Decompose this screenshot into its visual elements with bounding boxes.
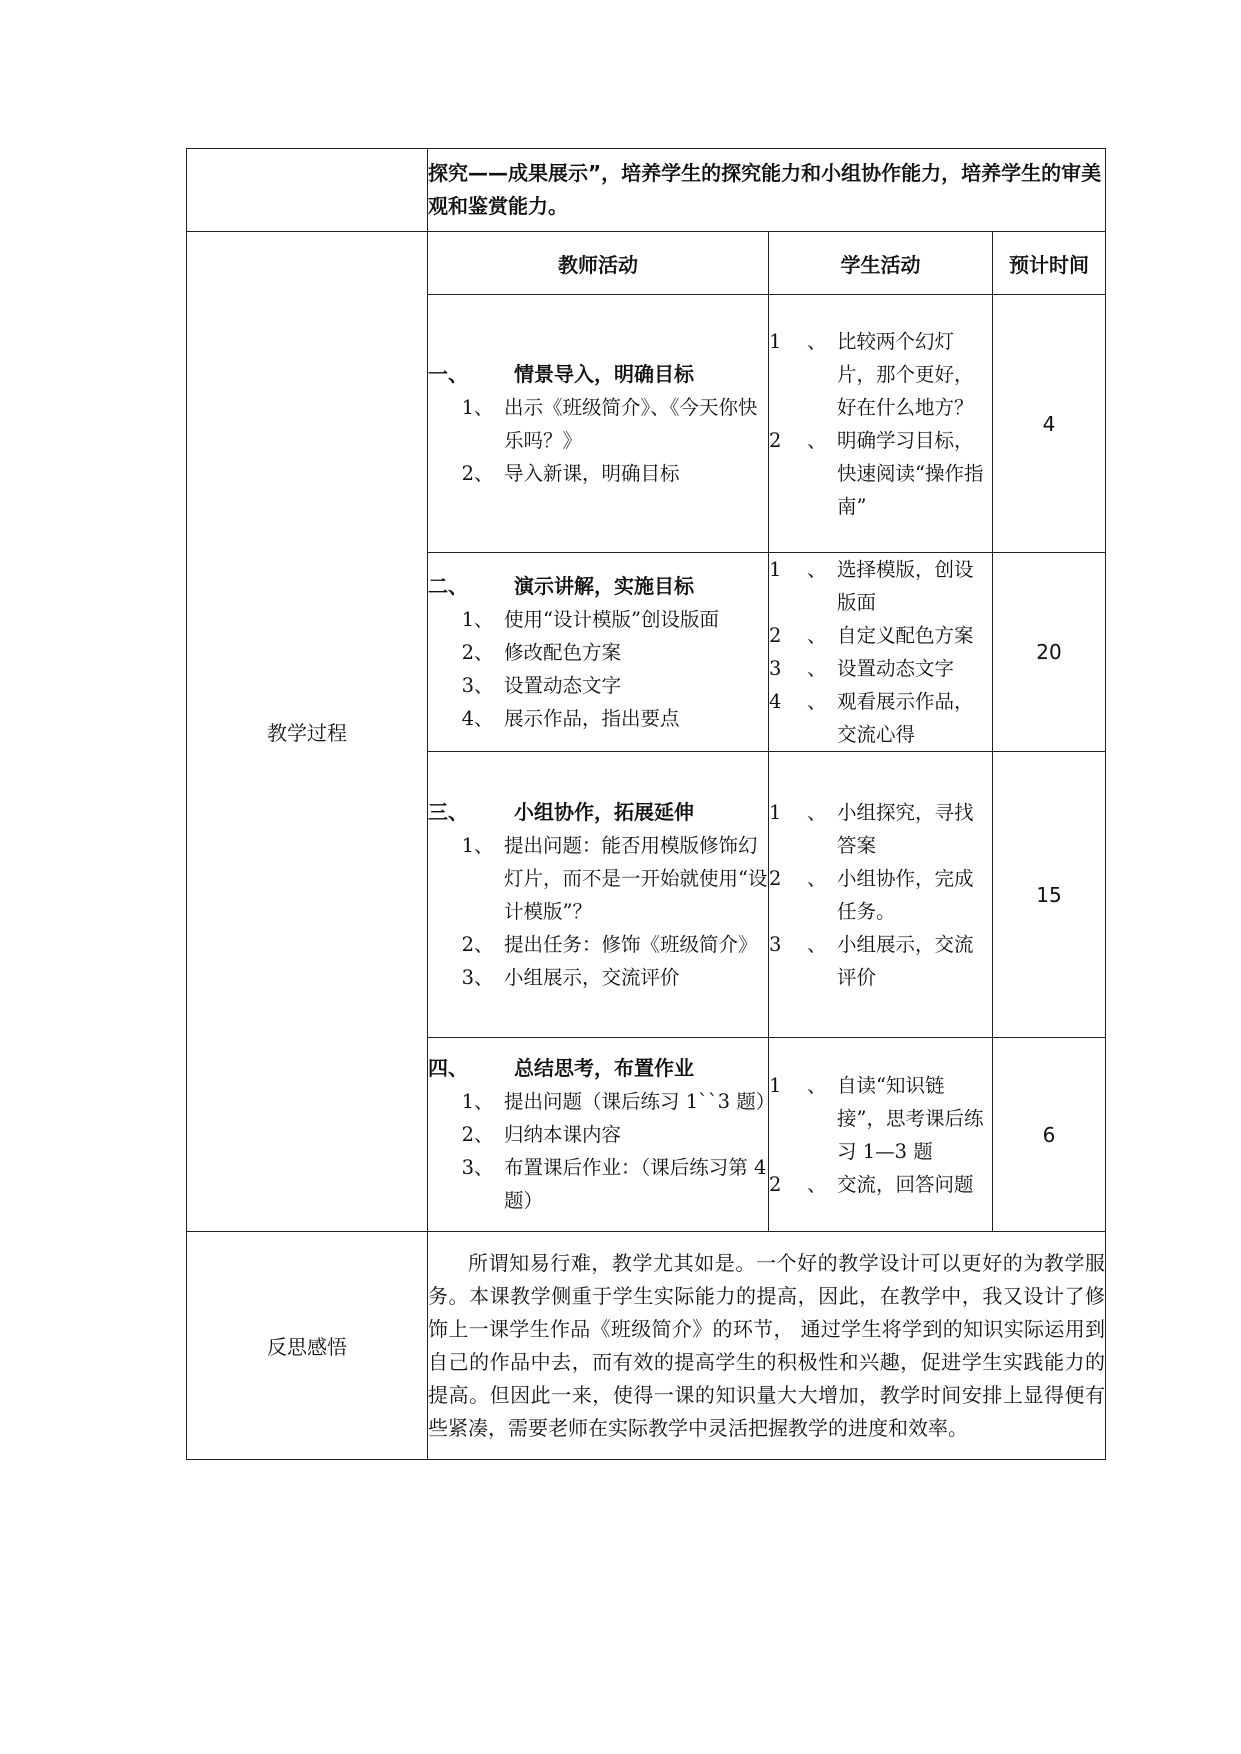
student-item: 1 、 小组探究，寻找答案: [769, 800, 974, 857]
student-item: 4 、 观看展示作品，交流心得: [769, 690, 974, 746]
time-header: 预计时间: [993, 232, 1106, 295]
student-activity-cell: [769, 752, 993, 1038]
teacher-activity-cell: [428, 752, 769, 1038]
student-item: 1 、 自读“知识链接”，思考课后练习 1—3 题: [769, 1073, 984, 1163]
goals-label-cell: [187, 149, 428, 232]
teacher-activity-header: 教师活动: [428, 232, 769, 295]
teacher-item: 3 、 布置课后作业：（课后练习第 4 题）: [461, 1156, 767, 1212]
goals-row: [187, 149, 1106, 232]
student-item: 3 、 设置动态文字: [769, 657, 955, 680]
student-activity-cell: [769, 295, 993, 553]
student-item: 2 、 小组协作，完成任务。: [769, 866, 974, 923]
teacher-item: 4 、 展示作品，指出要点: [461, 706, 680, 730]
time-value: 4: [993, 295, 1106, 553]
teacher-item: 1 、 出示《班级简介》、《今天你快乐吗？》: [461, 395, 758, 452]
teacher-item: 1 、 提出问题（课后练习 1``3 题）: [461, 1090, 776, 1113]
teacher-activity-cell: [428, 1038, 776, 1232]
process-header-row: [187, 232, 1106, 295]
lesson-plan-table: [186, 148, 1106, 1460]
teacher-item: 2 、 提出任务：修饰《班级简介》: [461, 932, 758, 956]
student-item: 3 、 小组展示，交流评价: [769, 932, 974, 989]
time-value: 15: [993, 752, 1106, 1038]
teacher-item: 3 、 设置动态文字: [461, 673, 622, 697]
reflection-text: 所谓知易行难，教学尤其如是。一个好的教学设计可以更好的为教学服务。本课教学侧重于学生实际能力的提高，因此，在教学中，我又设计了修饰上一课学生作品《班级简介》的环节， 通过学生将学到的知识实际运用到自己的作品中去，而有效的提高学生的积极性和兴趣，促进学生实践能力的提高。但因此一来，使得一课的知识量大大增加，教学时间安排上显得便有些紧凑，需要老师在实际教学中灵活把握教学的进度和效率。: [428, 1232, 1106, 1460]
student-item: 2 、 自定义配色方案: [769, 624, 974, 647]
student-item: 2 、 交流，回答问题: [769, 1172, 974, 1196]
time-value: 6: [993, 1038, 1106, 1232]
student-item: 2 、 明确学习目标，快速阅读“操作指南”: [769, 428, 984, 518]
teacher-item: 2 、 导入新课，明确目标: [461, 461, 680, 485]
teacher-item: 2 、 修改配色方案: [461, 640, 622, 664]
teacher-item: 1 、 使用“设计模版”创设版面: [461, 607, 719, 631]
reflection-label: 反思感悟: [187, 1232, 428, 1460]
teacher-item: 3 、 小组展示，交流评价: [461, 965, 680, 989]
student-item: 1 、 比较两个幻灯片，那个更好，好在什么地方？: [769, 329, 974, 419]
student-item: 1 、 选择模版，创设版面: [769, 558, 974, 614]
goals-text: 探究——成果展示”，培养学生的探究能力和小组协作能力，培养学生的审美观和鉴赏能力。: [428, 149, 1106, 232]
process-label: 教学过程: [187, 232, 428, 1232]
teacher-activity-cell: [428, 553, 769, 752]
teacher-item: 2 、 归纳本课内容: [461, 1123, 622, 1146]
student-activity-cell: [769, 1038, 993, 1232]
stage-title: 一、 情景导入，明确目标: [428, 361, 694, 386]
student-activity-header: 学生活动: [769, 232, 993, 295]
stage-title: 四、 总结思考，布置作业: [428, 1056, 694, 1080]
teacher-item: 1 、 提出问题：能否用模版修饰幻灯片，而不是一开始就使用“设计模版”？: [461, 833, 768, 923]
stage-title: 三、 小组协作，拓展延伸: [428, 799, 694, 824]
time-value: 20: [993, 553, 1106, 752]
student-activity-cell: [769, 553, 993, 752]
stage-title: 二、 演示讲解，实施目标: [428, 573, 694, 598]
teacher-activity-cell: [428, 295, 769, 553]
reflection-row: [187, 1232, 1106, 1460]
